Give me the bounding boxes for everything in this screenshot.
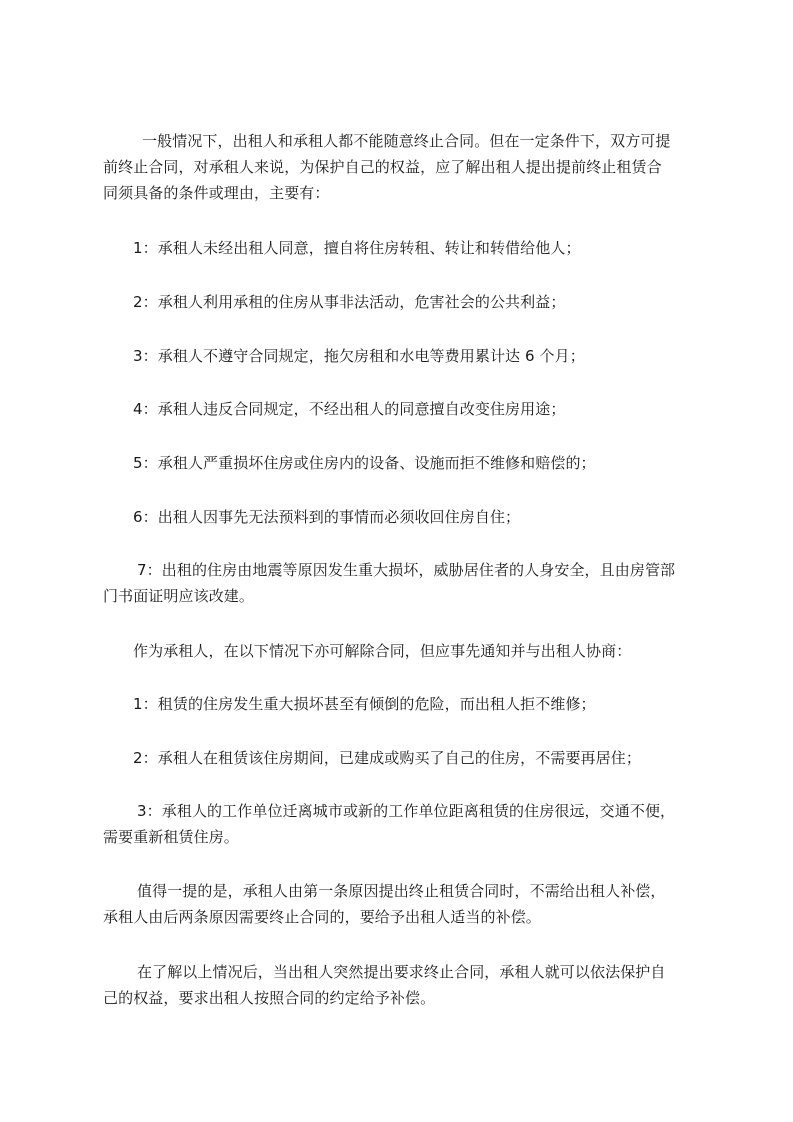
conclusion-line-2: 己的权益，要求出租人按照合同的约定给予补偿。 [103, 989, 436, 1007]
intro-line-1: 一般情况下，出租人和承租人都不能随意终止合同。但在一定条件下，双方可提 [142, 132, 671, 150]
tenant-reason-3-line-1: 3：承租人的工作单位迁离城市或新的工作单位距离租赁的住房很远，交通不便， [137, 802, 676, 820]
compensation-note-line-1: 值得一提的是，承租人由第一条原因提出终止租赁合同时，不需给出租人补偿， [137, 882, 666, 900]
landlord-reason-4: 4：承租人违反合同规定，不经出租人的同意擅自改变住房用途； [133, 400, 566, 418]
tenant-reason-1: 1：租赁的住房发生重大损坏甚至有倾倒的危险，而出租人拒不维修； [133, 695, 596, 713]
intro-line-3: 同须具备的条件或理由，主要有： [103, 184, 330, 202]
landlord-reason-6: 6：出租人因事先无法预料到的事情而必须收回住房自住； [133, 508, 521, 526]
landlord-reason-1: 1：承租人未经出租人同意，擅自将住房转租、转让和转借给他人； [133, 239, 581, 257]
landlord-reason-5: 5：承租人严重损坏住房或住房内的设备、设施而拒不维修和赔偿的； [133, 454, 596, 472]
landlord-reason-2: 2：承租人利用承租的住房从事非法活动，危害社会的公共利益； [133, 293, 566, 311]
intro-line-2: 前终止合同，对承租人来说，为保护自己的权益，应了解出租人提出提前终止租赁合 [103, 158, 662, 176]
compensation-note-line-2: 承租人由后两条原因需要终止合同的，要给予出租人适当的补偿。 [103, 908, 541, 926]
landlord-reason-7-line-1: 7：出租的住房由地震等原因发生重大损坏，威胁居住者的人身安全，且由房管部 [137, 561, 676, 579]
landlord-reason-7-line-2: 门书面证明应该改建。 [103, 587, 255, 605]
landlord-reason-3: 3：承租人不遵守合同规定，拖欠房租和水电等费用累计达 6 个月； [133, 347, 585, 365]
tenant-intro: 作为承租人，在以下情况下亦可解除合同，但应事先通知并与出租人协商： [133, 642, 632, 660]
tenant-reason-2: 2：承租人在租赁该住房期间，已建成或购买了自己的住房，不需要再居住； [133, 749, 641, 767]
conclusion-line-1: 在了解以上情况后，当出租人突然提出要求终止合同，承租人就可以依法保护自 [137, 963, 666, 981]
tenant-reason-3-line-2: 需要重新租赁住房。 [103, 828, 239, 846]
